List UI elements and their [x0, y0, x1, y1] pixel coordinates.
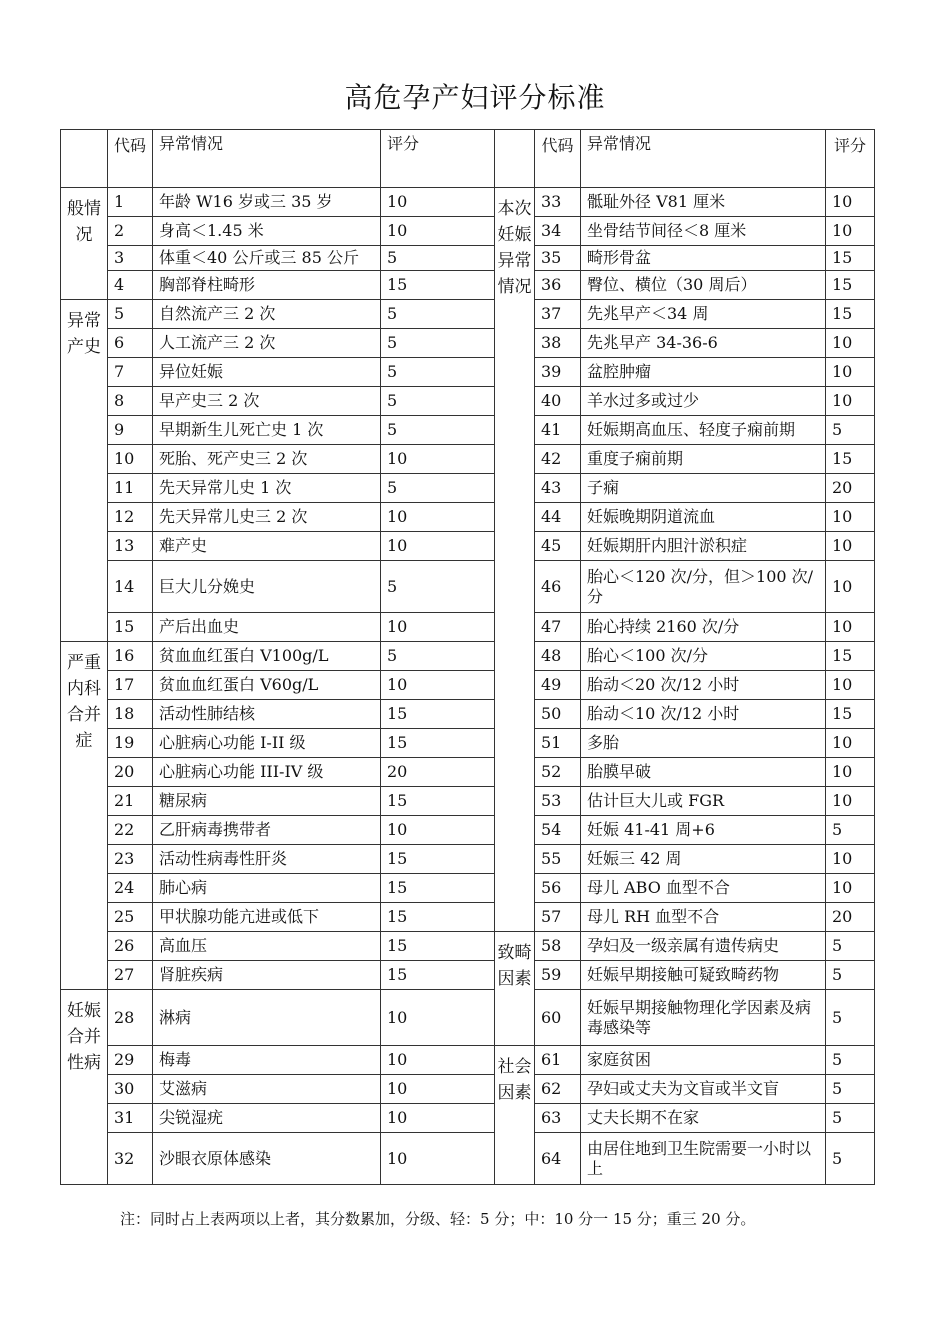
item-condition: 高血压: [153, 932, 381, 961]
item-score: 5: [381, 329, 495, 358]
item-score: 10: [381, 1075, 495, 1104]
item-code: 27: [108, 961, 153, 990]
item-condition: 先兆早产＜34 周: [581, 300, 826, 329]
category-general: 般情况: [61, 188, 108, 300]
item-condition: 淋病: [153, 990, 381, 1046]
item-condition: 先兆早产 34-36-6: [581, 329, 826, 358]
item-score: 15: [826, 246, 875, 271]
item-condition: 母儿 ABO 血型不合: [581, 874, 826, 903]
item-condition: 子痫: [581, 474, 826, 503]
item-score: 5: [826, 961, 875, 990]
item-code: 26: [108, 932, 153, 961]
item-code: 42: [535, 445, 581, 474]
item-condition: 人工流产三 2 次: [153, 329, 381, 358]
item-condition: 肺心病: [153, 874, 381, 903]
table-row: [61, 700, 875, 729]
item-score: 20: [826, 474, 875, 503]
item-code: 22: [108, 816, 153, 845]
item-condition: 先天异常儿史三 2 次: [153, 503, 381, 532]
item-condition: 妊娠早期接触可疑致畸药物: [581, 961, 826, 990]
item-condition: 胸部脊柱畸形: [153, 271, 381, 300]
item-condition: 体重＜40 公斤或三 85 公斤: [153, 246, 381, 271]
category-obstetric-history: 异常产史: [61, 300, 108, 642]
item-score: 10: [826, 561, 875, 613]
item-condition: 臀位、横位（30 周后）: [581, 271, 826, 300]
item-condition: 梅毒: [153, 1046, 381, 1075]
item-code: 63: [535, 1104, 581, 1133]
item-score: 10: [381, 188, 495, 217]
item-score: 10: [826, 787, 875, 816]
item-condition: 孕妇或丈夫为文盲或半文盲: [581, 1075, 826, 1104]
item-score: 10: [826, 217, 875, 246]
item-score: 5: [381, 387, 495, 416]
item-code: 15: [108, 613, 153, 642]
item-condition: 艾滋病: [153, 1075, 381, 1104]
header-score-left: 评分: [381, 130, 495, 188]
category-teratogenic: 致畸因素: [495, 932, 535, 1046]
item-code: 40: [535, 387, 581, 416]
item-condition: 估计巨大儿或 FGR: [581, 787, 826, 816]
header-row: [61, 130, 875, 188]
header-code-left: 代码: [108, 130, 153, 188]
item-condition: 胎心＜100 次/分: [581, 642, 826, 671]
footnote: 注：同时占上表两项以上者，其分数累加，分级、轻：5 分；中：10 分一 15 分；重三 20 分。: [120, 1210, 756, 1228]
item-score: 5: [826, 990, 875, 1046]
table-row: [61, 246, 875, 271]
table-row: [61, 358, 875, 387]
table-row: [61, 613, 875, 642]
item-condition: 重度子痫前期: [581, 445, 826, 474]
item-code: 7: [108, 358, 153, 387]
item-code: 12: [108, 503, 153, 532]
item-code: 56: [535, 874, 581, 903]
item-code: 21: [108, 787, 153, 816]
item-score: 10: [381, 217, 495, 246]
item-condition: 难产史: [153, 532, 381, 561]
item-condition: 妊娠 41-41 周+6: [581, 816, 826, 845]
item-score: 10: [826, 358, 875, 387]
table-row: [61, 758, 875, 787]
item-condition: 妊娠期高血压、轻度子痫前期: [581, 416, 826, 445]
item-code: 33: [535, 188, 581, 217]
item-condition: 母儿 RH 血型不合: [581, 903, 826, 932]
item-code: 58: [535, 932, 581, 961]
item-score: 10: [381, 1133, 495, 1185]
item-code: 29: [108, 1046, 153, 1075]
item-code: 53: [535, 787, 581, 816]
item-code: 39: [535, 358, 581, 387]
score-table: [60, 129, 875, 1185]
item-condition: 身高＜1.45 米: [153, 217, 381, 246]
item-condition: 贫血血红蛋白 V100g/L: [153, 642, 381, 671]
item-score: 10: [381, 671, 495, 700]
table-row: [61, 217, 875, 246]
item-code: 14: [108, 561, 153, 613]
item-condition: 羊水过多或过少: [581, 387, 826, 416]
item-code: 55: [535, 845, 581, 874]
item-score: 10: [381, 1046, 495, 1075]
item-condition: 心脏病心功能 I-II 级: [153, 729, 381, 758]
table-row: [61, 961, 875, 990]
item-score: 5: [381, 474, 495, 503]
table-row: [61, 903, 875, 932]
item-condition: 自然流产三 2 次: [153, 300, 381, 329]
table-row: [61, 532, 875, 561]
item-score: 5: [826, 932, 875, 961]
item-condition: 丈夫长期不在家: [581, 1104, 826, 1133]
item-code: 57: [535, 903, 581, 932]
table-row: [61, 271, 875, 300]
item-condition: 沙眼衣原体感染: [153, 1133, 381, 1185]
item-score: 15: [381, 729, 495, 758]
item-score: 15: [381, 700, 495, 729]
item-condition: 多胎: [581, 729, 826, 758]
item-code: 54: [535, 816, 581, 845]
item-code: 28: [108, 990, 153, 1046]
table-row: [61, 561, 875, 613]
item-code: 4: [108, 271, 153, 300]
item-score: 10: [826, 845, 875, 874]
item-condition: 胎心持续 2160 次/分: [581, 613, 826, 642]
item-condition: 妊娠三 42 周: [581, 845, 826, 874]
item-code: 44: [535, 503, 581, 532]
item-condition: 异位妊娠: [153, 358, 381, 387]
item-code: 25: [108, 903, 153, 932]
table-row: [61, 1104, 875, 1133]
item-condition: 肾脏疾病: [153, 961, 381, 990]
item-score: 5: [381, 246, 495, 271]
category-infection: 妊娠合并性病: [61, 990, 108, 1185]
table-row: [61, 932, 875, 961]
item-code: 24: [108, 874, 153, 903]
table-body: [61, 130, 875, 1185]
item-condition: 骶耻外径 V81 厘米: [581, 188, 826, 217]
item-score: 15: [381, 787, 495, 816]
header-condition-left: 异常情况: [153, 130, 381, 188]
item-score: 10: [826, 729, 875, 758]
item-score: 5: [826, 1104, 875, 1133]
item-score: 10: [826, 387, 875, 416]
item-code: 64: [535, 1133, 581, 1185]
item-condition: 盆腔肿瘤: [581, 358, 826, 387]
item-condition: 畸形骨盆: [581, 246, 826, 271]
item-code: 43: [535, 474, 581, 503]
header-condition-right: 异常情况: [581, 130, 826, 188]
item-code: 60: [535, 990, 581, 1046]
item-score: 5: [381, 416, 495, 445]
item-score: 5: [826, 1133, 875, 1185]
item-condition: 活动性肺结核: [153, 700, 381, 729]
item-code: 13: [108, 532, 153, 561]
item-code: 34: [535, 217, 581, 246]
item-code: 48: [535, 642, 581, 671]
item-score: 5: [826, 1075, 875, 1104]
item-code: 38: [535, 329, 581, 358]
item-code: 50: [535, 700, 581, 729]
item-code: 30: [108, 1075, 153, 1104]
item-condition: 胎膜早破: [581, 758, 826, 787]
item-code: 18: [108, 700, 153, 729]
item-code: 32: [108, 1133, 153, 1185]
item-condition: 由居住地到卫生院需要一小时以上: [581, 1133, 826, 1185]
table-row: [61, 387, 875, 416]
item-score: 20: [381, 758, 495, 787]
table-row: [61, 642, 875, 671]
item-code: 49: [535, 671, 581, 700]
item-score: 15: [381, 271, 495, 300]
item-condition: 孕妇及一级亲属有遗传病史: [581, 932, 826, 961]
item-score: 5: [381, 358, 495, 387]
item-condition: 产后出血史: [153, 613, 381, 642]
item-condition: 坐骨结节间径＜8 厘米: [581, 217, 826, 246]
item-score: 20: [826, 903, 875, 932]
item-score: 10: [826, 613, 875, 642]
item-score: 10: [826, 188, 875, 217]
item-score: 15: [826, 271, 875, 300]
item-score: 10: [826, 532, 875, 561]
table-row: [61, 416, 875, 445]
table-row: [61, 729, 875, 758]
item-code: 19: [108, 729, 153, 758]
table-row: [61, 1046, 875, 1075]
item-score: 10: [381, 1104, 495, 1133]
item-condition: 贫血血红蛋白 V60g/L: [153, 671, 381, 700]
item-score: 5: [381, 300, 495, 329]
table-row: [61, 845, 875, 874]
item-code: 46: [535, 561, 581, 613]
table-row: [61, 816, 875, 845]
item-score: 15: [381, 932, 495, 961]
item-score: 10: [381, 990, 495, 1046]
item-score: 15: [381, 903, 495, 932]
item-score: 5: [826, 816, 875, 845]
header-category-left: [61, 130, 108, 188]
item-condition: 心脏病心功能 III-IV 级: [153, 758, 381, 787]
item-condition: 胎心＜120 次/分，但＞100 次/分: [581, 561, 826, 613]
item-code: 11: [108, 474, 153, 503]
item-score: 10: [381, 445, 495, 474]
item-score: 10: [826, 671, 875, 700]
item-score: 15: [826, 300, 875, 329]
item-condition: 甲状腺功能亢进或低下: [153, 903, 381, 932]
item-condition: 年龄 W16 岁或三 35 岁: [153, 188, 381, 217]
item-score: 10: [826, 329, 875, 358]
table-row: [61, 787, 875, 816]
item-score: 15: [381, 845, 495, 874]
item-code: 16: [108, 642, 153, 671]
item-condition: 糖尿病: [153, 787, 381, 816]
item-condition: 早期新生儿死亡史 1 次: [153, 416, 381, 445]
item-code: 35: [535, 246, 581, 271]
item-code: 52: [535, 758, 581, 787]
item-code: 51: [535, 729, 581, 758]
item-code: 45: [535, 532, 581, 561]
item-condition: 早产史三 2 次: [153, 387, 381, 416]
item-score: 5: [826, 416, 875, 445]
item-condition: 妊娠晚期阴道流血: [581, 503, 826, 532]
table-row: [61, 474, 875, 503]
category-social: 社会因素: [495, 1046, 535, 1185]
item-score: 15: [381, 961, 495, 990]
item-code: 17: [108, 671, 153, 700]
item-code: 47: [535, 613, 581, 642]
page-title: 高危孕产妇评分标准: [344, 81, 606, 114]
category-medical: 严重内科合并症: [61, 642, 108, 990]
item-code: 36: [535, 271, 581, 300]
item-score: 10: [826, 874, 875, 903]
item-code: 31: [108, 1104, 153, 1133]
item-condition: 死胎、死产史三 2 次: [153, 445, 381, 474]
item-condition: 巨大儿分娩史: [153, 561, 381, 613]
item-code: 2: [108, 217, 153, 246]
item-score: 5: [381, 561, 495, 613]
item-score: 10: [826, 503, 875, 532]
item-code: 6: [108, 329, 153, 358]
item-code: 61: [535, 1046, 581, 1075]
item-code: 41: [535, 416, 581, 445]
table-row: [61, 503, 875, 532]
table-row: [61, 188, 875, 217]
header-score-right: 评分: [826, 130, 875, 188]
header-code-right: 代码: [535, 130, 581, 188]
item-condition: 胎动＜20 次/12 小时: [581, 671, 826, 700]
item-score: 10: [381, 503, 495, 532]
item-condition: 活动性病毒性肝炎: [153, 845, 381, 874]
item-score: 15: [381, 874, 495, 903]
table-row: [61, 300, 875, 329]
item-code: 59: [535, 961, 581, 990]
item-score: 5: [381, 642, 495, 671]
item-score: 15: [826, 445, 875, 474]
item-condition: 乙肝病毒携带者: [153, 816, 381, 845]
table-row: [61, 874, 875, 903]
item-code: 20: [108, 758, 153, 787]
item-code: 3: [108, 246, 153, 271]
item-code: 62: [535, 1075, 581, 1104]
item-condition: 胎动＜10 次/12 小时: [581, 700, 826, 729]
item-code: 9: [108, 416, 153, 445]
header-category-right: [495, 130, 535, 188]
table-row: [61, 1133, 875, 1185]
item-code: 23: [108, 845, 153, 874]
item-condition: 妊娠早期接触物理化学因素及病毒感染等: [581, 990, 826, 1046]
item-score: 10: [381, 613, 495, 642]
item-score: 10: [381, 816, 495, 845]
item-condition: 先天异常儿史 1 次: [153, 474, 381, 503]
item-code: 10: [108, 445, 153, 474]
item-code: 37: [535, 300, 581, 329]
table-row: [61, 329, 875, 358]
item-code: 8: [108, 387, 153, 416]
item-score: 15: [826, 700, 875, 729]
table-row: [61, 671, 875, 700]
item-code: 5: [108, 300, 153, 329]
table-row: [61, 445, 875, 474]
item-condition: 尖锐湿疣: [153, 1104, 381, 1133]
category-current: 本次妊娠异常情况: [495, 188, 535, 932]
table-row: [61, 990, 875, 1046]
item-condition: 妊娠期肝内胆汁淤积症: [581, 532, 826, 561]
item-condition: 家庭贫困: [581, 1046, 826, 1075]
table-row: [61, 1075, 875, 1104]
item-score: 10: [381, 532, 495, 561]
item-code: 1: [108, 188, 153, 217]
item-score: 10: [826, 758, 875, 787]
item-score: 15: [826, 642, 875, 671]
item-score: 5: [826, 1046, 875, 1075]
